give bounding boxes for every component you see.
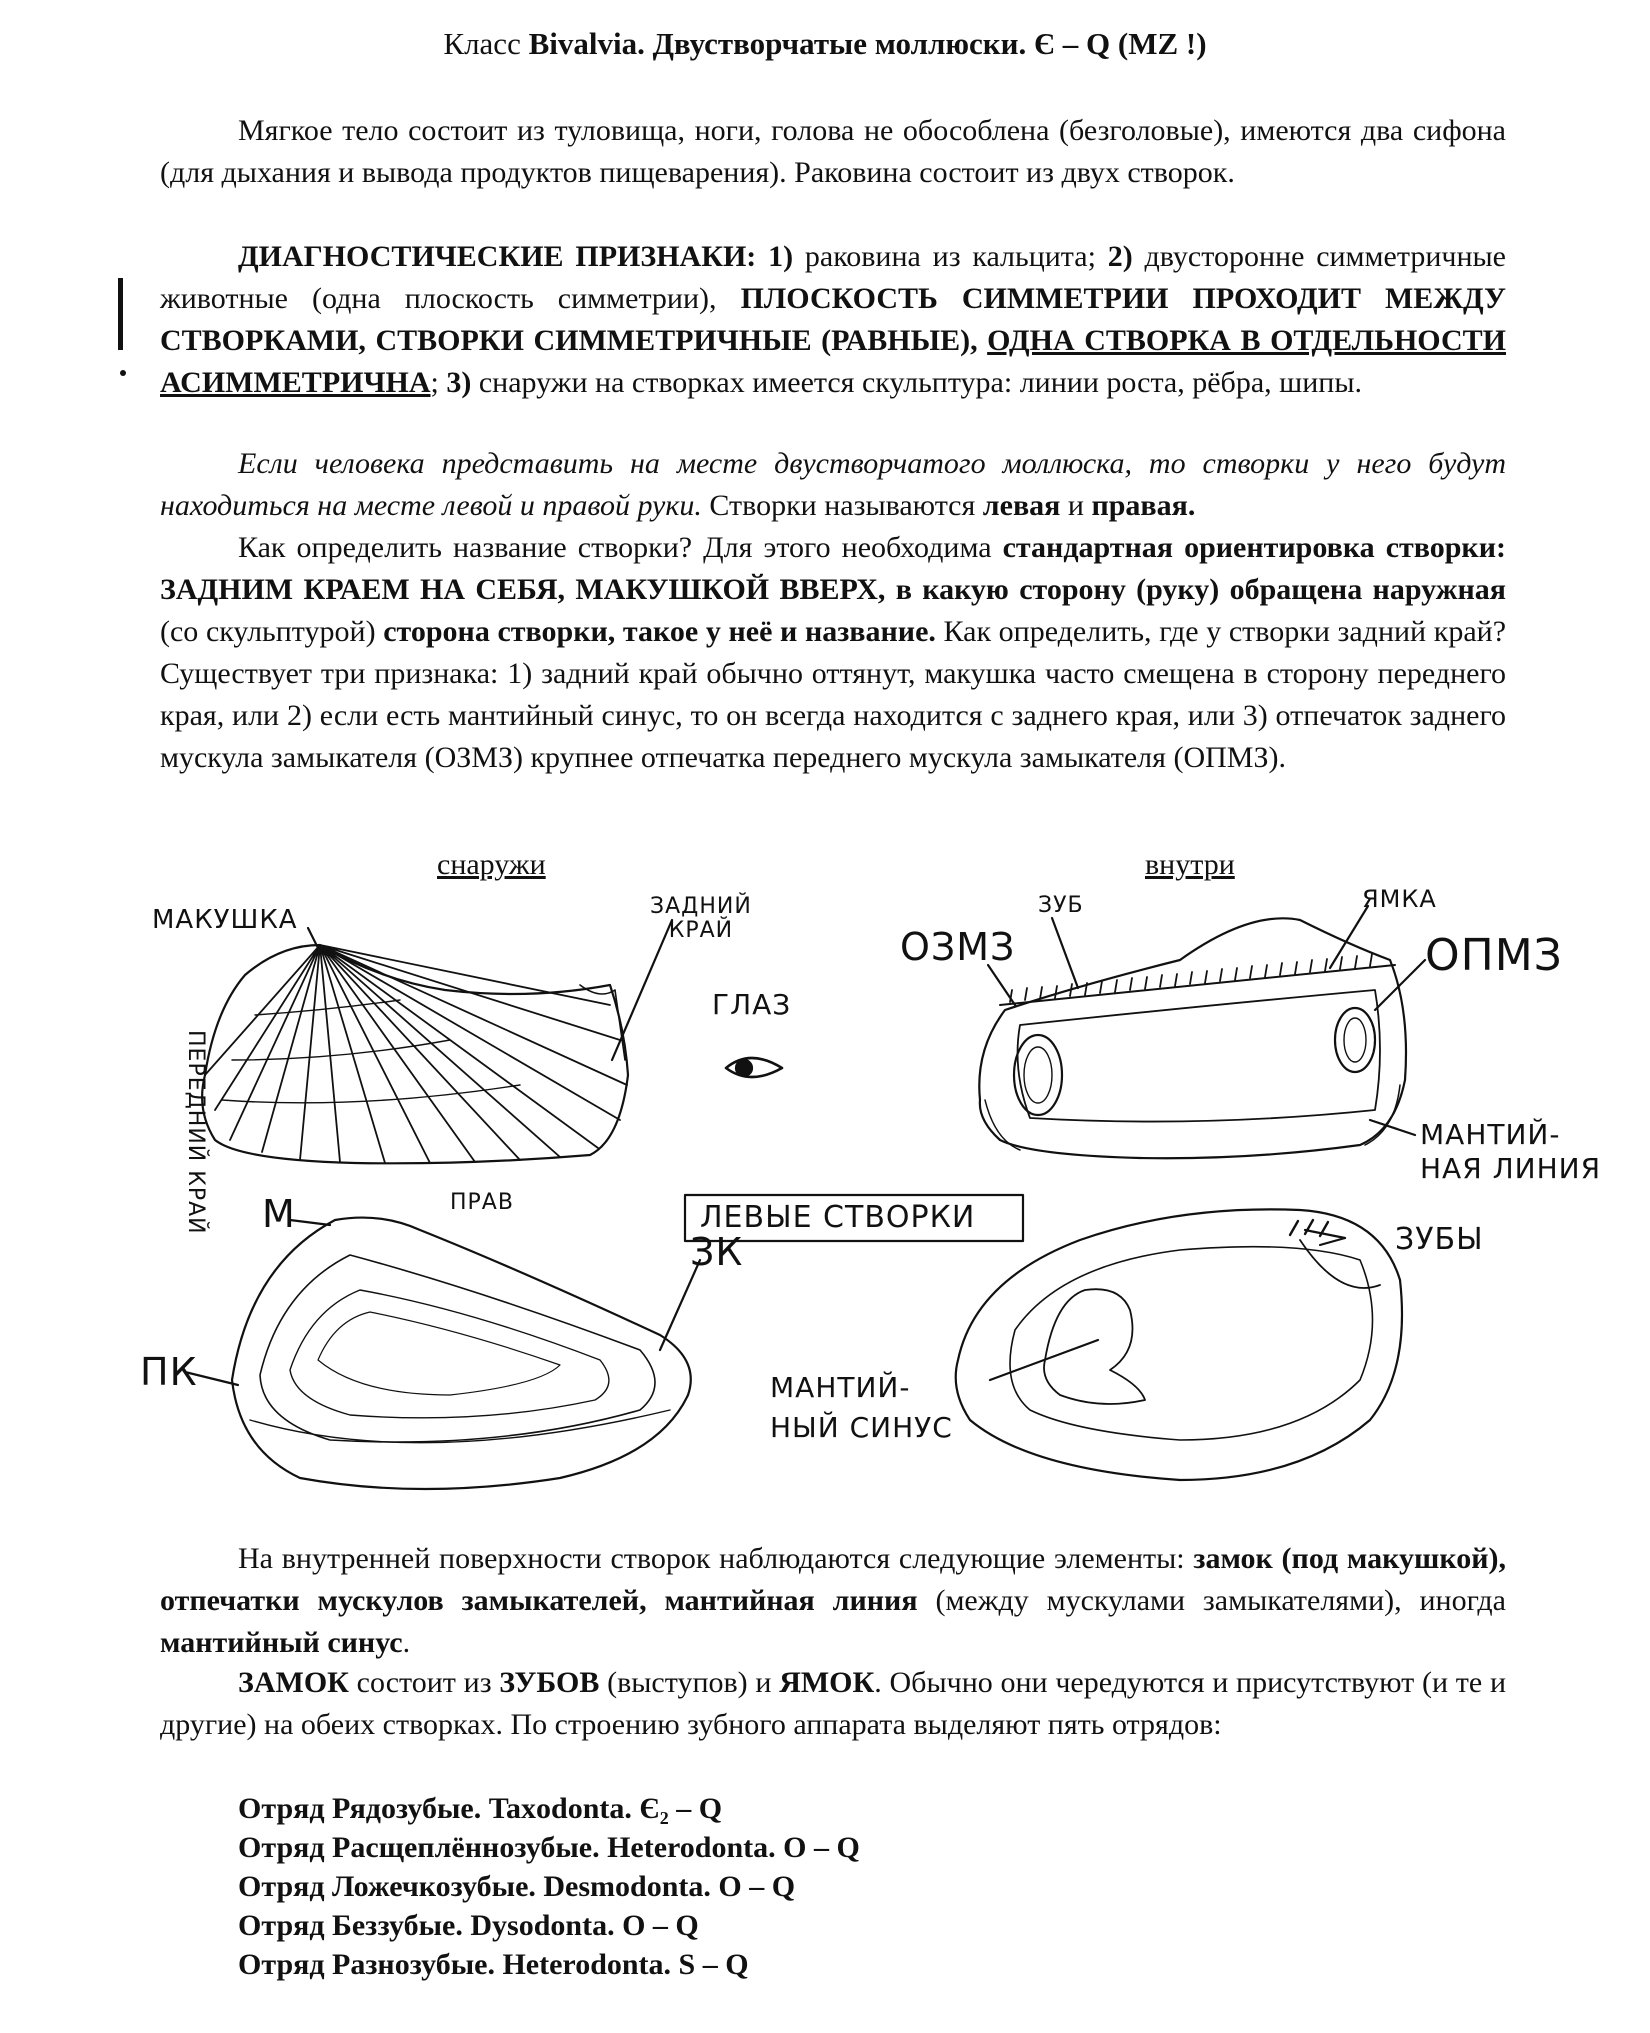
- label-inside: внутри: [1145, 848, 1235, 881]
- posterior-line2: КРАЙ: [668, 918, 734, 943]
- hands-left: левая: [982, 489, 1061, 522]
- order-item: Отряд Беззубые. Dysodonta. O – Q: [238, 1909, 699, 1942]
- inner-bold2: мантийный синус: [160, 1626, 403, 1659]
- leader-ozmz: [988, 965, 1015, 1005]
- diag-t1: раковина из кальцита;: [793, 240, 1096, 273]
- diag-sep: ;: [430, 366, 447, 399]
- sinus-line1: МАНТИЙ-: [770, 1371, 911, 1404]
- sinus-line2: НЫЙ СИНУС: [770, 1411, 953, 1444]
- orient-bold1: стандартная ориентировка створки: ЗАДНИМ КРАЕМ НА СЕБЯ, МАКУШКОЙ ВВЕРХ, в какую сторону (руку) обращена наружная: [160, 531, 1506, 606]
- label-umbo: МАКУШКА: [152, 905, 298, 935]
- hinge-t2: (выступов) и: [599, 1666, 780, 1699]
- title-bold: Bivalvia. Двустворчатые моллюски. Є – Q (MZ !): [528, 26, 1207, 61]
- inner-bold1: замок (под макушкой), отпечатки мускулов замыкателей, мантийная линия: [160, 1542, 1506, 1617]
- label-m: М: [262, 1192, 296, 1236]
- inner-t2: (между мускулами замыкателями), иногда: [917, 1584, 1506, 1617]
- label-opmz: ОПМЗ: [1425, 930, 1563, 981]
- label-teeth: ЗУБЫ: [1395, 1222, 1484, 1257]
- label-pallial-line: [1420, 1118, 1601, 1186]
- pallial-line1: МАНТИЙ-: [1420, 1118, 1561, 1151]
- inner-t1: На внутренней поверхности створок наблюдаются следующие элементы:: [238, 1542, 1194, 1575]
- orient-t2: (со скульптурой): [160, 615, 384, 648]
- leader-m: [290, 1220, 330, 1225]
- diag-underlined: ОДНА СТВОРКА В ОТДЕЛЬНОСТИ АСИММЕТРИЧНА: [160, 324, 1507, 399]
- eye-icon: [726, 1058, 782, 1077]
- paragraph-inner-surface: [160, 1538, 1506, 1664]
- label-outside: снаружи: [437, 848, 546, 881]
- intro-text: Мягкое тело состоит из туловища, ноги, голова не обособлена (безголовые), имеются два сифона (для дыхания и вывода продуктов пищеварения). Раковина состоит из двух створок.: [160, 114, 1506, 189]
- orient-t1: Как определить название створки? Для этого необходима: [238, 531, 1003, 564]
- label-anterior-edge: ПЕРЕДНИЙ КРАЙ: [183, 1030, 208, 1235]
- orient-t3: Как определить, где у створки задний край? Существует три признака: 1) задний край обычно оттянут, макушка часто смещена в сторону переднего края, или 2) если есть мантийный синус, то он всегда находится с заднего края, или 3) отпечаток заднего мускула замыкателя (ОЗМЗ) крупнее отпечатка переднего мускула замыкателя (ОПМЗ).: [160, 615, 1507, 774]
- label-pallial-sinus: [770, 1368, 953, 1448]
- label-socket: ЯМКА: [1362, 885, 1437, 913]
- leader-opmz: [1375, 960, 1425, 1010]
- leader-teeth-1: [1305, 1230, 1345, 1238]
- orient-bold2: сторона створки, такое у неё и название.: [383, 615, 936, 648]
- shell-outside-smooth: [232, 1218, 691, 1489]
- diag-n1: 1): [756, 240, 794, 273]
- shell-inside-taxodont: [979, 918, 1406, 1158]
- diag-n2: 2): [1095, 240, 1133, 273]
- order-item: Отряд Расщеплённозубые. Heterodonta. O – Q: [238, 1831, 860, 1864]
- order-item: Отряд Рядозубые. Taxodonta. Є₂ – Q: [238, 1792, 723, 1825]
- teeth-word: ЗУБОВ: [499, 1666, 600, 1699]
- label-right-valve: ПРАВ: [450, 1190, 514, 1215]
- paragraph-hinge: [160, 1662, 1506, 1746]
- hands-right: правая.: [1091, 489, 1196, 522]
- pallial-line2: НАЯ ЛИНИЯ: [1420, 1152, 1602, 1185]
- leader-tooth: [1052, 918, 1078, 988]
- label-eye: ГЛАЗ: [712, 988, 792, 1021]
- label-tooth: ЗУБ: [1038, 893, 1084, 918]
- posterior-line1: ЗАДНИЙ: [650, 894, 752, 919]
- leader-pallial: [1370, 1120, 1415, 1135]
- diag-n3: 3): [446, 366, 472, 399]
- shell-outside-ribbed: [202, 945, 628, 1163]
- order-item: Отряд Ложечкозубые. Desmodonta. O – Q: [238, 1870, 796, 1903]
- label-left-valves: ЛЕВЫЕ СТВОРКИ: [700, 1200, 976, 1235]
- diag-heading: ДИАГНОСТИЧЕСКИЕ ПРИЗНАКИ:: [238, 240, 757, 273]
- inner-end: .: [402, 1626, 411, 1659]
- leader-teeth-2: [1320, 1238, 1345, 1245]
- hinge-t1: состоит из: [348, 1666, 500, 1699]
- hinge-word: ЗАМОК: [238, 1666, 349, 1699]
- title-prefix: Класс: [443, 26, 529, 61]
- shell-inside-sinus: [956, 1209, 1402, 1480]
- label-posterior-edge: [650, 895, 752, 943]
- hinge-t3: . Обычно они чередуются и присутствуют (и те и другие) на обеих створках. По строению зубного аппарата выделяют пять отрядов:: [160, 1666, 1507, 1741]
- label-zk: ЗК: [690, 1230, 744, 1274]
- hands-t1: Створки называются: [701, 489, 983, 522]
- diag-caps: ПЛОСКОСТЬ СИММЕТРИИ ПРОХОДИТ МЕЖДУ СТВОРКАМИ, СТВОРКИ СИММЕТРИЧНЫЕ (РАВНЫЕ),: [160, 282, 1507, 357]
- order-item: Отряд Разнозубые. Heterodonta. S – Q: [238, 1948, 749, 1981]
- hands-italic: Если человека представить на месте двустворчатого моллюска, то створки у него будут находиться на месте левой и правой руки.: [160, 447, 1506, 522]
- hands-and: и: [1060, 489, 1092, 522]
- label-ozmz: ОЗМЗ: [900, 925, 1016, 969]
- label-pk: ПК: [140, 1350, 198, 1394]
- sockets-word: ЯМОК: [779, 1666, 875, 1699]
- diag-t2: двусторонне симметричные животные (одна плоскость симметрии),: [160, 240, 1506, 315]
- diag-t3: снаружи на створках имеется скульптура: линии роста, рёбра, шипы.: [471, 366, 1362, 399]
